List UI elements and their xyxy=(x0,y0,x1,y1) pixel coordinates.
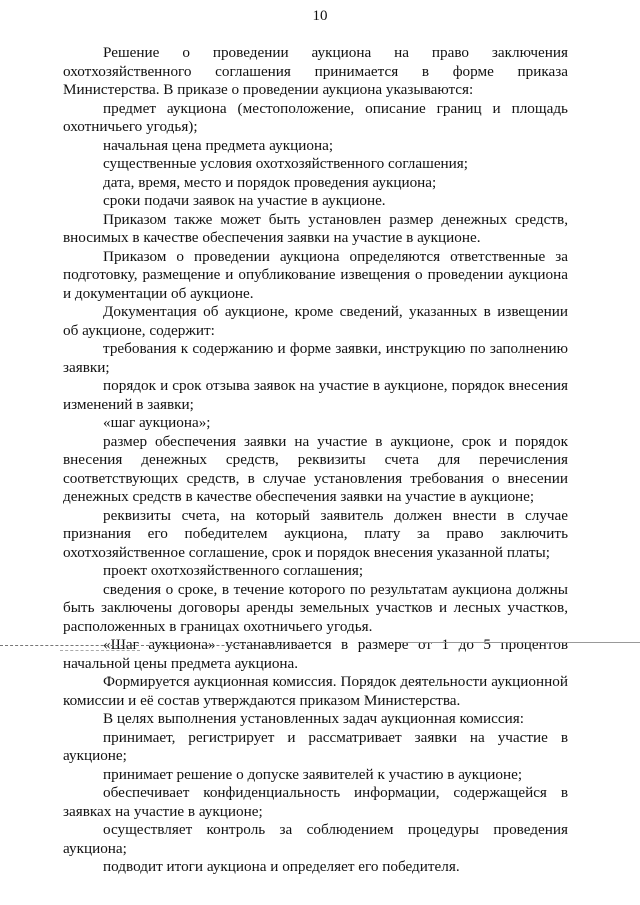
paragraph: «Шаг аукциона» устанавливается в размере от 1 до 5 процентов начальной цены предмета аукциона. xyxy=(63,636,568,672)
paragraph: принимает, регистрирует и рассматривает заявки на участие в аукционе; xyxy=(63,728,568,764)
paragraph: Документация об аукционе, кроме сведений, указанных в извещении об аукционе, содержит: xyxy=(63,303,568,339)
paragraph: Приказом о проведении аукциона определяются ответственные за подготовку, размещение и опубликование извещения о проведении аукциона и документации об аукционе. xyxy=(63,247,568,302)
paragraph: предмет аукциона (местоположение, описание границ и площадь охотничьего угодья); xyxy=(63,99,568,135)
paragraph: сведения о сроке, в течение которого по результатам аукциона должны быть заключены договоры аренды земельных участков и лесных участков, расположенных в границах охотничьего угодья. xyxy=(63,580,568,635)
document-body xyxy=(63,44,568,877)
paragraph: порядок и срок отзыва заявок на участие в аукционе, порядок внесения изменений в заявки; xyxy=(63,377,568,413)
paragraph: требования к содержанию и форме заявки, инструкцию по заполнению заявки; xyxy=(63,340,568,376)
page-number: 10 xyxy=(312,8,328,24)
paragraph: Решение о проведении аукциона на право заключения охотхозяйственного соглашения принимается в форме приказа Министерства. В приказе о проведении аукциона указываются: xyxy=(63,44,568,98)
paragraph: Приказом также может быть установлен размер денежных средств, вносимых в качестве обеспечения заявки на участие в аукционе. xyxy=(63,210,568,246)
paragraph: дата, время, место и порядок проведения аукциона; xyxy=(103,173,437,191)
paragraph: принимает решение о допуске заявителей к участию в аукционе; xyxy=(103,765,523,783)
paragraph: существенные условия охотхозяйственного соглашения; xyxy=(103,155,469,172)
paragraph: начальная цена предмета аукциона; xyxy=(103,136,334,154)
paragraph: обеспечивает конфиденциальность информации, содержащейся в заявках на участие в аукционе; xyxy=(63,784,568,820)
paragraph: подводит итоги аукциона и определяет его победителя. xyxy=(103,858,460,875)
scan-artifact-line xyxy=(0,645,300,646)
paragraph: «шаг аукциона»; xyxy=(103,414,211,431)
paragraph: размер обеспечения заявки на участие в аукционе, срок и порядок внесения денежных средств, реквизиты счета для перечисления соответствующих средств, в случае установления требования о внесении денежных средств в качестве обеспечения заявки на участие в аукционе; xyxy=(63,432,568,505)
scan-artifact-line xyxy=(60,650,140,651)
paragraph: осуществляет контроль за соблюдением процедуры проведения аукциона; xyxy=(63,821,568,857)
paragraph: В целях выполнения установленных задач аукционная комиссия: xyxy=(103,710,524,727)
scan-artifact-line xyxy=(400,642,640,643)
paragraph: реквизиты счета, на который заявитель должен внести в случае признания его победителем аукциона, плату за право заключить охотхозяйственное соглашение, срок и порядок внесения указанной платы; xyxy=(63,506,568,561)
paragraph: проект охотхозяйственного соглашения; xyxy=(103,562,364,579)
paragraph: сроки подачи заявок на участие в аукционе. xyxy=(103,192,386,209)
paragraph: Формируется аукционная комиссия. Порядок деятельности аукционной комиссии и её состав утверждаются приказом Министерства. xyxy=(63,673,568,709)
